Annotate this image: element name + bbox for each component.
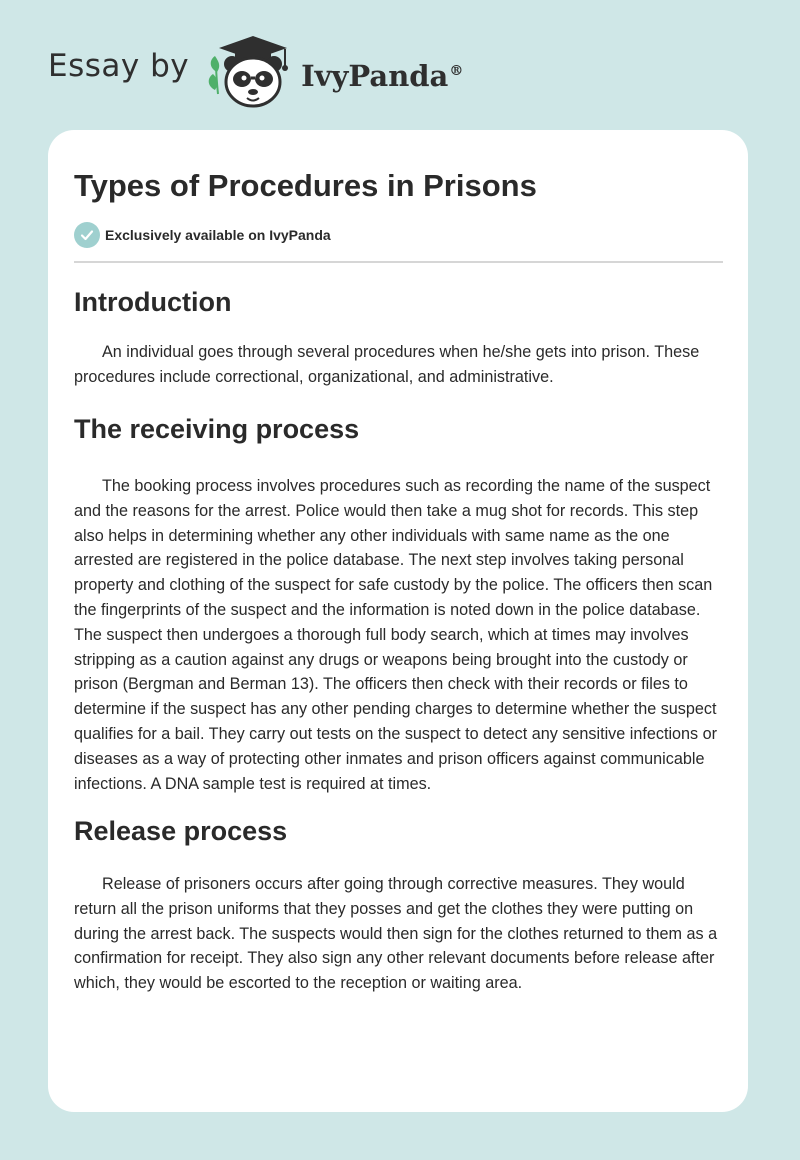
panda-logo-graphic [205, 32, 295, 112]
section-receiving-process [74, 411, 723, 796]
section-heading: The receiving process [74, 414, 360, 444]
essay-by-label: Essay by [48, 48, 190, 84]
panda-logo-icon[interactable] [205, 32, 295, 112]
section-paragraph: Release of prisoners occurs after going through corrective measures. They would return all the prison uniforms that they posses and get the clothes they were putting on during the arrest back. The suspects would then sign for the clothes returned to them as a confirmation for receipt. They also sign any other relevant documents before release after which, they would be escorted to the reception or waiting area. [74, 875, 718, 993]
page-title: Types of Procedures in Prisons [74, 168, 537, 203]
section-heading: Release process [74, 816, 288, 846]
registered-mark: ® [449, 63, 464, 80]
exclusive-badge-label: Exclusively available on IvyPanda [105, 227, 331, 243]
section-release-process [74, 813, 723, 996]
site-header [48, 30, 463, 114]
exclusive-badge [74, 222, 331, 248]
brand-name[interactable] [301, 59, 463, 93]
section-introduction [74, 284, 723, 390]
title-divider [74, 261, 723, 263]
section-heading: Introduction [74, 287, 232, 317]
section-paragraph: An individual goes through several procedures when he/she gets into prison. These procedures include correctional, organizational, and administrative. [74, 343, 700, 386]
check-circle-icon [74, 222, 100, 248]
section-paragraph: The booking process involves procedures such as recording the name of the suspect and the reasons for the arrest. Police would then take a mug shot for records. This step also helps in determining whether any other individuals with same name as the one arrested are registered in the police database. The next step involves taking personal property and clothing of the suspect for safe custody by the police. The officers then scan the fingerprints of the suspect and the information is noted down in the police database. The suspect then undergoes a thorough full body search, which at times may involves stripping as a caution against any drugs or weapons being brought into the custody or prison (Bergman and Berman 13). The officers then check with their records or files to determine if the suspect has any other pending charges to determine whether the suspect qualifies for a bail. They carry out tests on the suspect to detect any sensitive infections or diseases as a way of protecting other inmates and prison officers against communicable infections. A DNA sample test is required at times. [74, 477, 718, 793]
brand-text: IvyPanda [301, 59, 449, 93]
checkmark-glyph [80, 228, 94, 242]
essay-card [48, 130, 748, 1112]
